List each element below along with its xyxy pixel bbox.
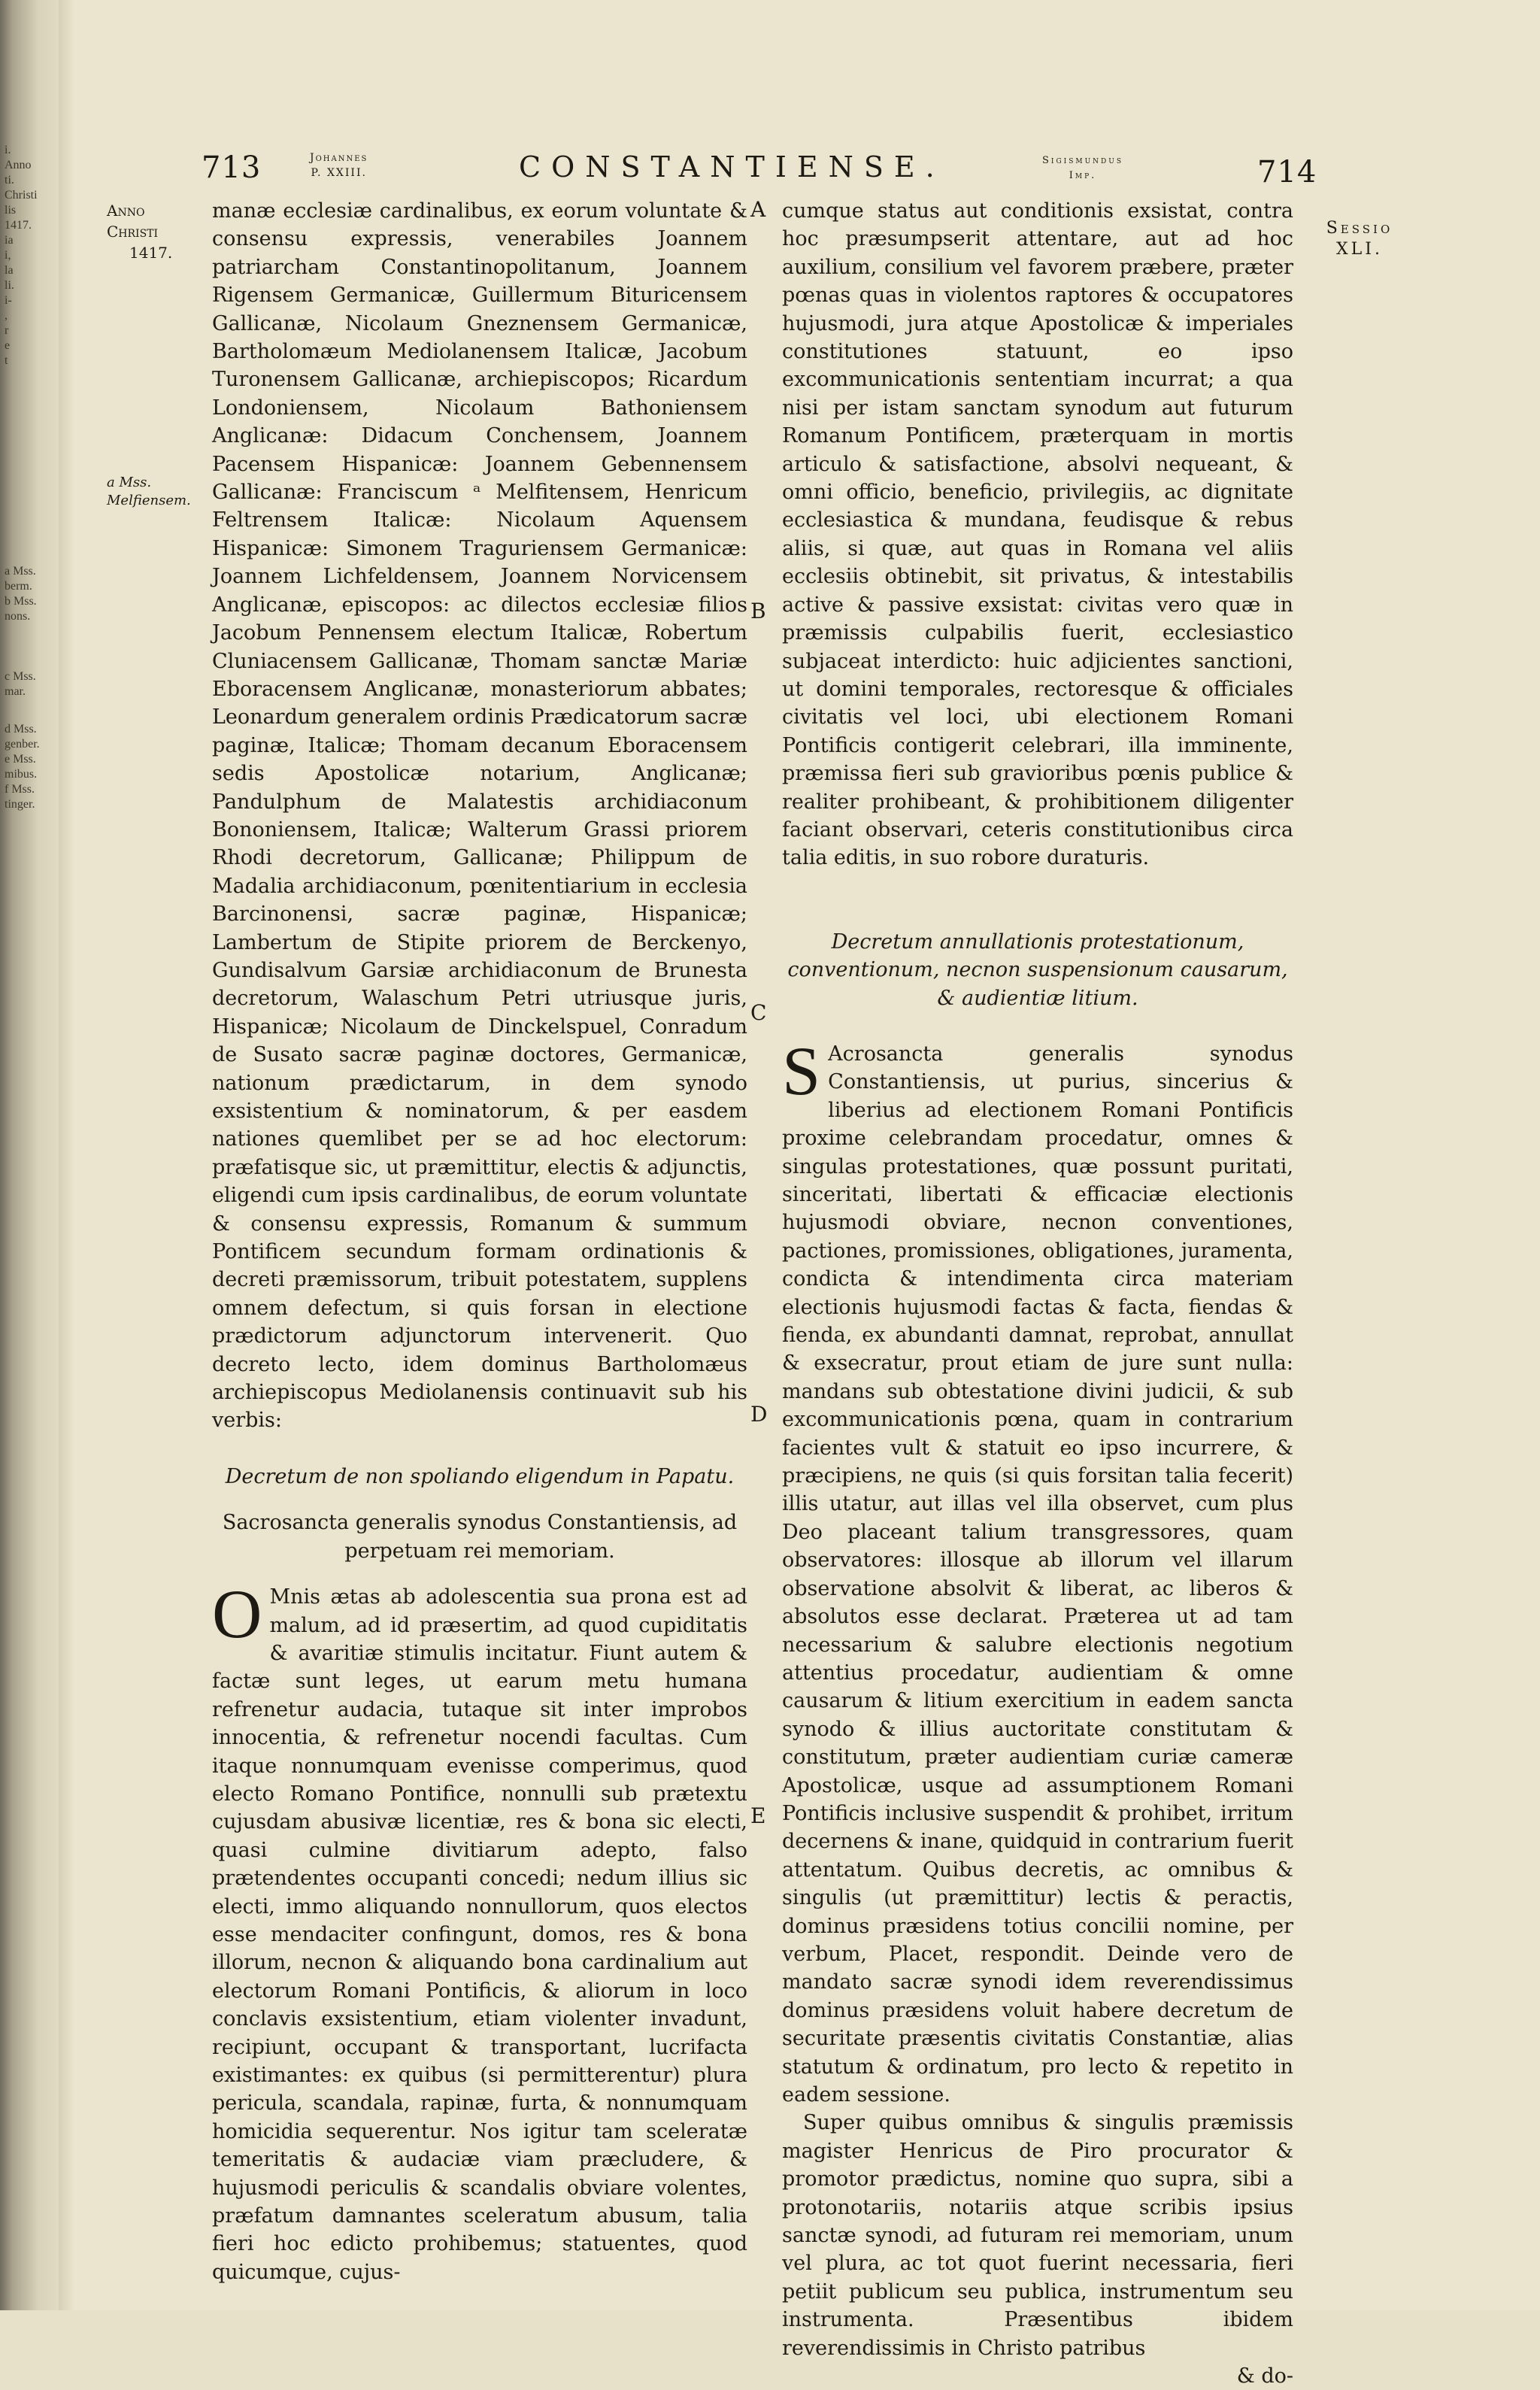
session-margin-note — [1314, 218, 1405, 260]
gutter-note: nons. — [5, 610, 31, 623]
gutter-note: i- — [5, 294, 12, 307]
gutter-note: i. — [5, 144, 11, 156]
gutter-note: li. — [5, 279, 14, 292]
gutter-note: genber. — [5, 738, 40, 751]
right-paragraph-2-text: Acrosancta generalis synodus Constantiensis, ut purius, sincerius & liberius ad electionem Romani Pontificis proxime celebrandam procedatur, omnes & singulas protestationes, quæ possunt puritati, sinceritati, libertati & efficaciæ electionis hujusmodi obviare, necnon conventiones, pactiones, promissiones, obligationes, juramenta, condicta & intendimenta circa materiam electionis hujusmodi factas & facta, fiendas & fienda, ex abundanti damnat, reprobat, annullat & exsecratur, prout etiam de jure sunt nulla: mandans sub obtestatione divini judicii, & sub excommunicationis pœna, quam in contrarium facientes vult & statuit eo ipso incurrere, & præcipiens, ne quis (si quis forsitan talia fecerit) illis utatur, aut illas vel illa observet, cum plus Deo placeant talium transgressores, quam observatores: illosque ab illorum vel illarum observatione absolvit & liberat, ac liberos & absolutos esse declarat. Præterea ut ad tam necessarium & salubre electionis negotium attentius procedatur, audientiam & omne causarum & litium exercitium in eadem sancta synodo & illius auctoritate constitutam & constitutum, præter audientiam curiæ cameræ Apostolicæ, usque ad assumptionem Romani Pontificis inclusive suspendit & prohibet, irritum decernens & inane, quidquid in contrarium fuerit attentatum. Quibus decretis, ac omnibus & singulis (ut præmittitur) lectis & peractis, dominus præsidens totius concilii nomine, per verbum, Placet, respondit. Deinde vero de mandato sacræ synodi idem reverendissimus dominus præsidens voluit habere decretum de securitate præsentis civitatis Constantiæ, alias statutum & ordinatum, pro lecto & repetito in eadem sessione. — [782, 1042, 1293, 2106]
gutter-note: e Mss. — [5, 753, 36, 766]
facing-page-marginalia — [5, 143, 50, 812]
gutter-note: berm. — [5, 580, 32, 593]
gutter-note: b Mss. — [5, 595, 37, 608]
gutter-note: e — [5, 339, 11, 352]
year-label: 1417. — [129, 244, 173, 262]
session-number: XLI. — [1336, 240, 1383, 259]
christi-label: Christi — [107, 223, 159, 241]
section-letter-e: E — [750, 1803, 766, 1828]
section-letter-b: B — [750, 599, 766, 623]
drop-cap-s: S — [782, 1032, 821, 1109]
facing-page-edge — [59, 0, 75, 2310]
section-letter-a: A — [750, 197, 766, 222]
gutter-note: ia — [5, 234, 14, 247]
section-letter-c: C — [750, 1000, 767, 1025]
synod-title: Sacrosancta generalis synodus Constantiensis, ad perpetuam rei memoriam. — [222, 1511, 738, 1563]
gutter-note: i, — [5, 249, 11, 262]
gutter-note: Anno — [5, 159, 32, 171]
page-number-left: 713 — [202, 150, 262, 185]
right-column — [782, 197, 1293, 2390]
emperor-name: Sigismundus — [1042, 155, 1124, 166]
gutter-note: la — [5, 264, 14, 277]
pope-name: Johannes — [310, 152, 368, 164]
drop-cap-o: O — [212, 1576, 262, 1653]
gutter-note: d Mss. — [5, 723, 37, 736]
gutter-note: ti. — [5, 174, 14, 187]
running-head-pope — [310, 150, 368, 180]
gutter-note: tinger. — [5, 798, 35, 811]
emperor-title: Imp. — [1069, 170, 1097, 181]
gutter-note: lis — [5, 204, 17, 217]
right-paragraph-2 — [782, 1032, 1293, 2109]
gutter-note: Christi — [5, 189, 38, 202]
catchword: & do- — [1236, 2364, 1293, 2388]
left-paragraph-2-text: Mnis ætas ab adolescentia sua prona est ad malum, ad id præsertim, ad quod cupiditatis & avaritiæ stimulis incitatur. Fiunt autem & factæ sunt leges, ut earum metu humana refrenetur audacia, tutaque sit inter improbos innocentia, & refrenetur nocendi facultas. Cum itaque nonnumquam evenisse comperimus, quod electo Romano Pontifice, nonnulli sub prætextu cujusdam abusivæ licentiæ, res & bona sic electi, quasi culmine divitiarum adepto, falso prætendentes occupanti concedi; nedum illius sic electi, immo aliquando nonnullorum, quos electos esse mendaciter confingunt, domos, res & bona illorum, necnon & aliquando bona cardinalium aut electorum Romani Pontificis, & aliorum in loco conclavis exsistentium, etiam violenter invadunt, recipiunt, occupant & transportant, lucrifacta existimantes: ex quibus (si permitterentur) plura pericula, scandala, rapinæ, furta, & nonnumquam homicidia sequerentur. Nos igitur tam sceleratæ temeritatis & audaciæ viam præcludere, & hujusmodi periculis & scandalis obviare volentes, præfatum damnantes sceleratum abusum, talia fieri hoc edicto prohibemus; statuentes, quod quicumque, cujus- — [212, 1585, 747, 2284]
gutter-note: mar. — [5, 685, 26, 698]
left-column — [212, 197, 747, 2286]
right-paragraph-1: cumque status aut conditionis exsistat, contra hoc præsumpserit attentare, aut ad hoc auxilium, consilium vel favorem præbere, præter pœnas quas in violentos raptores & occupatores hujusmodi, jura atque Apostolicæ & imperiales constitutiones statuunt, eo ipso excommunicationis sententiam incurrat; a qua nisi per istam sanctam synodum aut futurum Romanum Pontificem, præterquam in mortis articulo & satisfactione, absolvi nequeant, & omni officio, beneficio, privilegiis, ac dignitate ecclesiastica & mundana, feudisque & rebus aliis, si quæ, aut quas in Romana vel aliis ecclesiis obtinebit, sit privatus, & intestabilis active & passive exsistat: civitas vero quæ in præmissis culpabilis fuerit, ecclesiastico subjaceat interdicto: huic adjicientes sanctioni, ut domini temporales, rectoresque & officiales civitatis vel loci, ubi electionem Romani Pontificis contigerit celebrari, illa imminente, præmissa fieri sub gravioribus pœnis publice & realiter prohibeant, & prohibitionem diligenter faciant observari, ceteris constitutionibus circa talia editis, in suo robore duraturis. — [782, 199, 1293, 870]
left-paragraph-2 — [212, 1576, 747, 2286]
gutter-note: mibus. — [5, 768, 38, 781]
running-head — [0, 150, 1540, 196]
running-head-title: CONSTANTIENSE. — [519, 150, 945, 183]
gutter-note: c Mss. — [5, 670, 36, 683]
decree-heading-annullationis: Decretum annullationis protestationum, conventionum, necnon suspensionum causarum, & audientiæ litium. — [787, 930, 1288, 1010]
gutter-note: t — [5, 354, 8, 367]
section-letter-d: D — [750, 1402, 768, 1427]
gutter-note: a Mss. — [5, 565, 36, 578]
year-margin-note — [107, 200, 199, 263]
right-paragraph-3: Super quibus omnibus & singulis præmissis magister Henricus de Piro procurator & promotor prædictus, nomine quo supra, sibi a protonotariis, notariis atque scribis ipsius sanctæ synodi, ad futuram rei memoriam, unum vel plura, ac tot quot fuerint necessaria, fieri petiit publicum seu publica, instrumentum seu instrumenta. Præsentibus ibidem reverendissimis in Christo patribus — [782, 2111, 1293, 2360]
decree-heading-non-spoliando: Decretum de non spoliando eligendum in Papatu. — [225, 1464, 735, 1488]
page-number-right: 714 — [1257, 155, 1317, 190]
running-head-emperor — [1042, 153, 1123, 183]
sessio-label: Sessio — [1326, 219, 1393, 238]
gutter-note: 1417. — [5, 219, 32, 232]
left-paragraph-1: manæ ecclesiæ cardinalibus, ex eorum voluntate & consensu expressis, venerabiles Joannem patriarcham Constantinopolitanum, Joannem Rigensem Germanicæ, Guillermum Bituricensem Gallicanæ, Nicolaum Gneznensem Germanicæ, Bartholomæum Mediolanensem Italicæ, Jacobum Turonensem Gallicanæ, archiepiscopos; Ricardum Londoniensem, Nicolaum Bathoniensem Anglicanæ: Didacum Conchensem, Joannem Pacensem Hispanicæ: Joannem Gebennensem Gallicanæ: Franciscum ᵃ Melfitensem, Henricum Feltrensem Italicæ: Nicolaum Aquensem Hispanicæ: Simonem Traguriensem Germanicæ: Joannem Lichfeldensem, Joannem Norvicensem Anglicanæ, episcopos: ac dilectos ecclesiæ filios Jacobum Pennensem electum Italicæ, Robertum Cluniacensem Gallicanæ, Thomam sanctæ Mariæ Eboracensem Anglicanæ, monasteriorum abbates; Leonardum generalem ordinis Prædicatorum sacræ paginæ, Italicæ; Thomam decanum Eboracensem sedis Apostolicæ notarium, Anglicanæ; Pandulphum de Malatestis archidiaconum Bononiensem, Italicæ; Walterum Grassi priorem Rhodi decretorum, Gallicanæ; Philippum de Madalia archidiaconum, pœnitentiarium in ecclesia Barcinonensi, sacræ paginæ, Hispanicæ; Lambertum de Stipite priorem de Berckenyo, Gundisalvum Garsiæ archidiaconum de Brunesta decretorum, Walaschum Petri utriusque juris, Hispanicæ; Nicolaum de Dinckelspuel, Conradum de Susato sacræ paginæ doctores, Germanicæ, nationum prædictarum, in dem synodo exsistentium & nominatorum, & per easdem nationes quemlibet per se ad hoc electorum: præfatisque sic, ut præmittitur, electis & adjunctis, eligendi cum ipsis cardinalibus, de eorum voluntate & consensu expressis, Romanum & summum Pontificem secundum formam ordinationis & decreti præmissorum, tribuit potestatem, supplens omnem defectum, si quis forsan in electione prædictorum adjunctorum intervenerit. Quo decreto lecto, idem dominus Bartholomæus archiepiscopus Mediolanensis continuavit sub his verbis: — [212, 199, 747, 1433]
anno-label: Anno — [107, 202, 145, 220]
pope-number: P. XXIII. — [311, 167, 367, 179]
gutter-note: , — [5, 309, 8, 322]
gutter-note: f Mss. — [5, 783, 35, 796]
manuscript-variant-note: a Mss. Melfiensem. — [107, 475, 191, 508]
gutter-note: r — [5, 324, 9, 337]
